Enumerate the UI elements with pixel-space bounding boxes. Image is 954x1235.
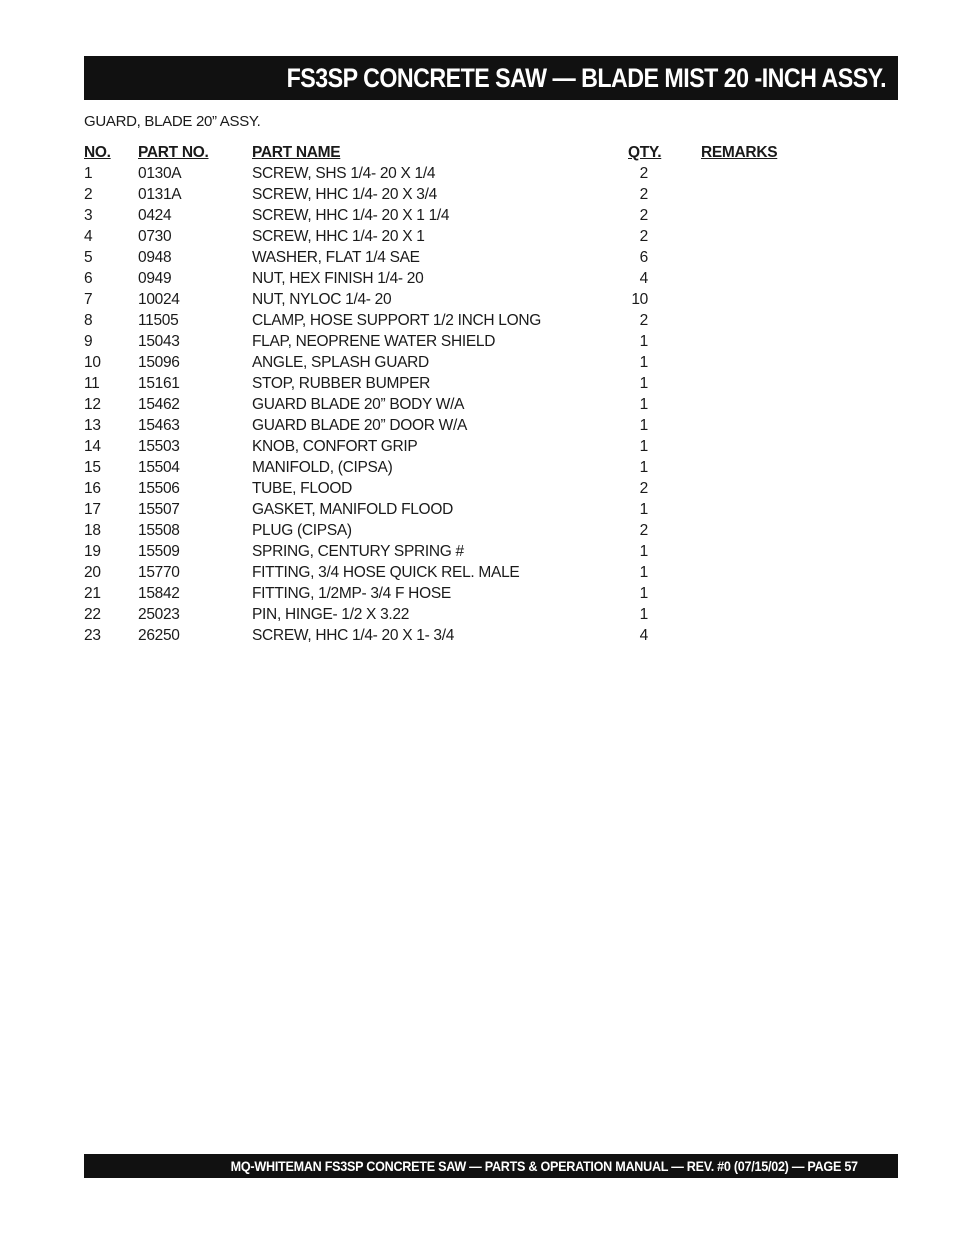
column-header-part-no: PART NO.: [138, 144, 209, 161]
cell-part-no: 0424: [138, 207, 172, 224]
cell-no: 2: [84, 186, 93, 203]
table-row: [84, 331, 804, 352]
cell-qty: 2: [639, 228, 648, 245]
cell-no: 18: [84, 522, 101, 539]
table-row: [84, 373, 804, 394]
cell-part-no: 15161: [138, 375, 180, 392]
table-row: [84, 226, 804, 247]
cell-part-name: ANGLE, SPLASH GUARD: [252, 354, 429, 371]
cell-part-name: SCREW, HHC 1/4- 20 X 1- 3/4: [252, 627, 455, 644]
cell-part-no: 15770: [138, 564, 180, 581]
cell-no: 12: [84, 396, 101, 413]
cell-part-name: SCREW, SHS 1/4- 20 X 1/4: [252, 165, 436, 182]
cell-part-no: 15504: [138, 459, 180, 476]
cell-part-no: 15506: [138, 480, 180, 497]
cell-no: 4: [84, 228, 93, 245]
cell-part-no: 0130A: [138, 165, 182, 182]
column-header-part-name: PART NAME: [252, 144, 341, 161]
cell-part-name: NUT, NYLOC 1/4- 20: [252, 291, 392, 308]
cell-part-name: FITTING, 1/2MP- 3/4 F HOSE: [252, 585, 451, 602]
cell-part-name: TUBE, FLOOD: [252, 480, 353, 497]
cell-no: 5: [84, 249, 93, 266]
table-row: [84, 289, 804, 310]
cell-qty: 2: [639, 165, 648, 182]
cell-no: 23: [84, 627, 101, 644]
cell-qty: 1: [639, 606, 648, 623]
cell-no: 6: [84, 270, 93, 287]
table-row: [84, 457, 804, 478]
section-subtitle: GUARD, BLADE 20” ASSY.: [84, 113, 261, 130]
cell-qty: 1: [639, 375, 648, 392]
table-row: [84, 247, 804, 268]
cell-qty: 2: [639, 480, 648, 497]
cell-no: 11: [84, 375, 100, 392]
cell-part-no: 15096: [138, 354, 180, 371]
cell-part-name: WASHER, FLAT 1/4 SAE: [252, 249, 420, 266]
table-row: [84, 205, 804, 226]
table-header-row: [84, 142, 804, 163]
cell-part-no: 0730: [138, 228, 172, 245]
cell-part-name: NUT, HEX FINISH 1/4- 20: [252, 270, 424, 287]
cell-qty: 2: [639, 207, 648, 224]
cell-qty: 1: [639, 438, 648, 455]
cell-part-no: 15503: [138, 438, 180, 455]
cell-part-no: 0948: [138, 249, 172, 266]
cell-part-name: PLUG (CIPSA): [252, 522, 352, 539]
cell-no: 21: [84, 585, 101, 602]
table-row: [84, 415, 804, 436]
table-row: [84, 520, 804, 541]
cell-no: 20: [84, 564, 101, 581]
cell-part-name: SCREW, HHC 1/4- 20 X 1 1/4: [252, 207, 450, 224]
cell-no: 9: [84, 333, 93, 350]
cell-no: 1: [84, 165, 93, 182]
cell-part-name: FITTING, 3/4 HOSE QUICK REL. MALE: [252, 564, 520, 581]
cell-no: 14: [84, 438, 101, 455]
cell-part-no: 15462: [138, 396, 180, 413]
column-header-qty: QTY.: [628, 144, 662, 161]
cell-part-no: 11505: [138, 312, 179, 329]
footer-text: MQ-WHITEMAN FS3SP CONCRETE SAW — PARTS & OPERATION MANUAL — REV. #0 (07/15/02) — PAGE 57: [230, 1158, 858, 1174]
cell-part-name: GUARD BLADE 20” BODY W/A: [252, 396, 465, 413]
cell-no: 15: [84, 459, 101, 476]
cell-part-name: FLAP, NEOPRENE WATER SHIELD: [252, 333, 496, 350]
cell-part-name: GASKET, MANIFOLD FLOOD: [252, 501, 453, 518]
cell-part-no: 15842: [138, 585, 180, 602]
table-row: [84, 604, 804, 625]
column-header-no: NO.: [84, 144, 111, 161]
table-row: [84, 541, 804, 562]
cell-no: 16: [84, 480, 101, 497]
cell-part-name: GUARD BLADE 20” DOOR W/A: [252, 417, 468, 434]
cell-qty: 1: [639, 459, 648, 476]
cell-qty: 2: [639, 522, 648, 539]
cell-no: 22: [84, 606, 101, 623]
cell-no: 3: [84, 207, 93, 224]
cell-qty: 2: [639, 186, 648, 203]
cell-qty: 1: [639, 354, 648, 371]
cell-part-name: STOP, RUBBER BUMPER: [252, 375, 431, 392]
cell-qty: 6: [639, 249, 648, 266]
table-row: [84, 184, 804, 205]
table-row: [84, 352, 804, 373]
cell-qty: 1: [639, 543, 648, 560]
table-row: [84, 394, 804, 415]
cell-qty: 1: [639, 585, 648, 602]
cell-qty: 4: [639, 270, 648, 287]
parts-table: [84, 142, 804, 646]
cell-part-name: SCREW, HHC 1/4- 20 X 3/4: [252, 186, 437, 203]
cell-no: 8: [84, 312, 93, 329]
table-row: [84, 562, 804, 583]
cell-part-name: KNOB, CONFORT GRIP: [252, 438, 418, 455]
cell-part-name: SPRING, CENTURY SPRING #: [252, 543, 464, 560]
cell-qty: 1: [639, 396, 648, 413]
cell-part-name: SCREW, HHC 1/4- 20 X 1: [252, 228, 425, 245]
cell-qty: 10: [631, 291, 648, 308]
cell-qty: 4: [639, 627, 648, 644]
cell-no: 10: [84, 354, 101, 371]
table-row: [84, 625, 804, 646]
cell-part-no: 15043: [138, 333, 180, 350]
cell-qty: 1: [639, 501, 648, 518]
title-bar: [84, 56, 898, 100]
cell-part-name: CLAMP, HOSE SUPPORT 1/2 INCH LONG: [252, 312, 541, 329]
table-row: [84, 436, 804, 457]
cell-part-name: PIN, HINGE- 1/2 X 3.22: [252, 606, 410, 623]
cell-part-no: 15508: [138, 522, 180, 539]
cell-part-no: 10024: [138, 291, 180, 308]
table-row: [84, 310, 804, 331]
cell-no: 13: [84, 417, 101, 434]
cell-part-no: 26250: [138, 627, 180, 644]
table-row: [84, 583, 804, 604]
table-row: [84, 163, 804, 184]
table-row: [84, 268, 804, 289]
cell-part-no: 15507: [138, 501, 180, 518]
cell-part-no: 0131A: [138, 186, 182, 203]
cell-qty: 1: [639, 564, 648, 581]
table-row: [84, 499, 804, 520]
cell-qty: 1: [639, 333, 648, 350]
cell-no: 7: [84, 291, 93, 308]
cell-qty: 2: [639, 312, 648, 329]
cell-part-no: 25023: [138, 606, 180, 623]
cell-no: 17: [84, 501, 101, 518]
page-title: FS3SP CONCRETE SAW — BLADE MIST 20 -INCH ASSY.: [286, 62, 886, 93]
footer-bar: [84, 1154, 898, 1178]
table-row: [84, 478, 804, 499]
cell-part-no: 15463: [138, 417, 180, 434]
cell-part-no: 0949: [138, 270, 172, 287]
table-body: [84, 163, 804, 646]
column-header-remarks: REMARKS: [701, 144, 778, 161]
cell-part-no: 15509: [138, 543, 180, 560]
cell-no: 19: [84, 543, 101, 560]
cell-qty: 1: [639, 417, 648, 434]
cell-part-name: MANIFOLD, (CIPSA): [252, 459, 393, 476]
